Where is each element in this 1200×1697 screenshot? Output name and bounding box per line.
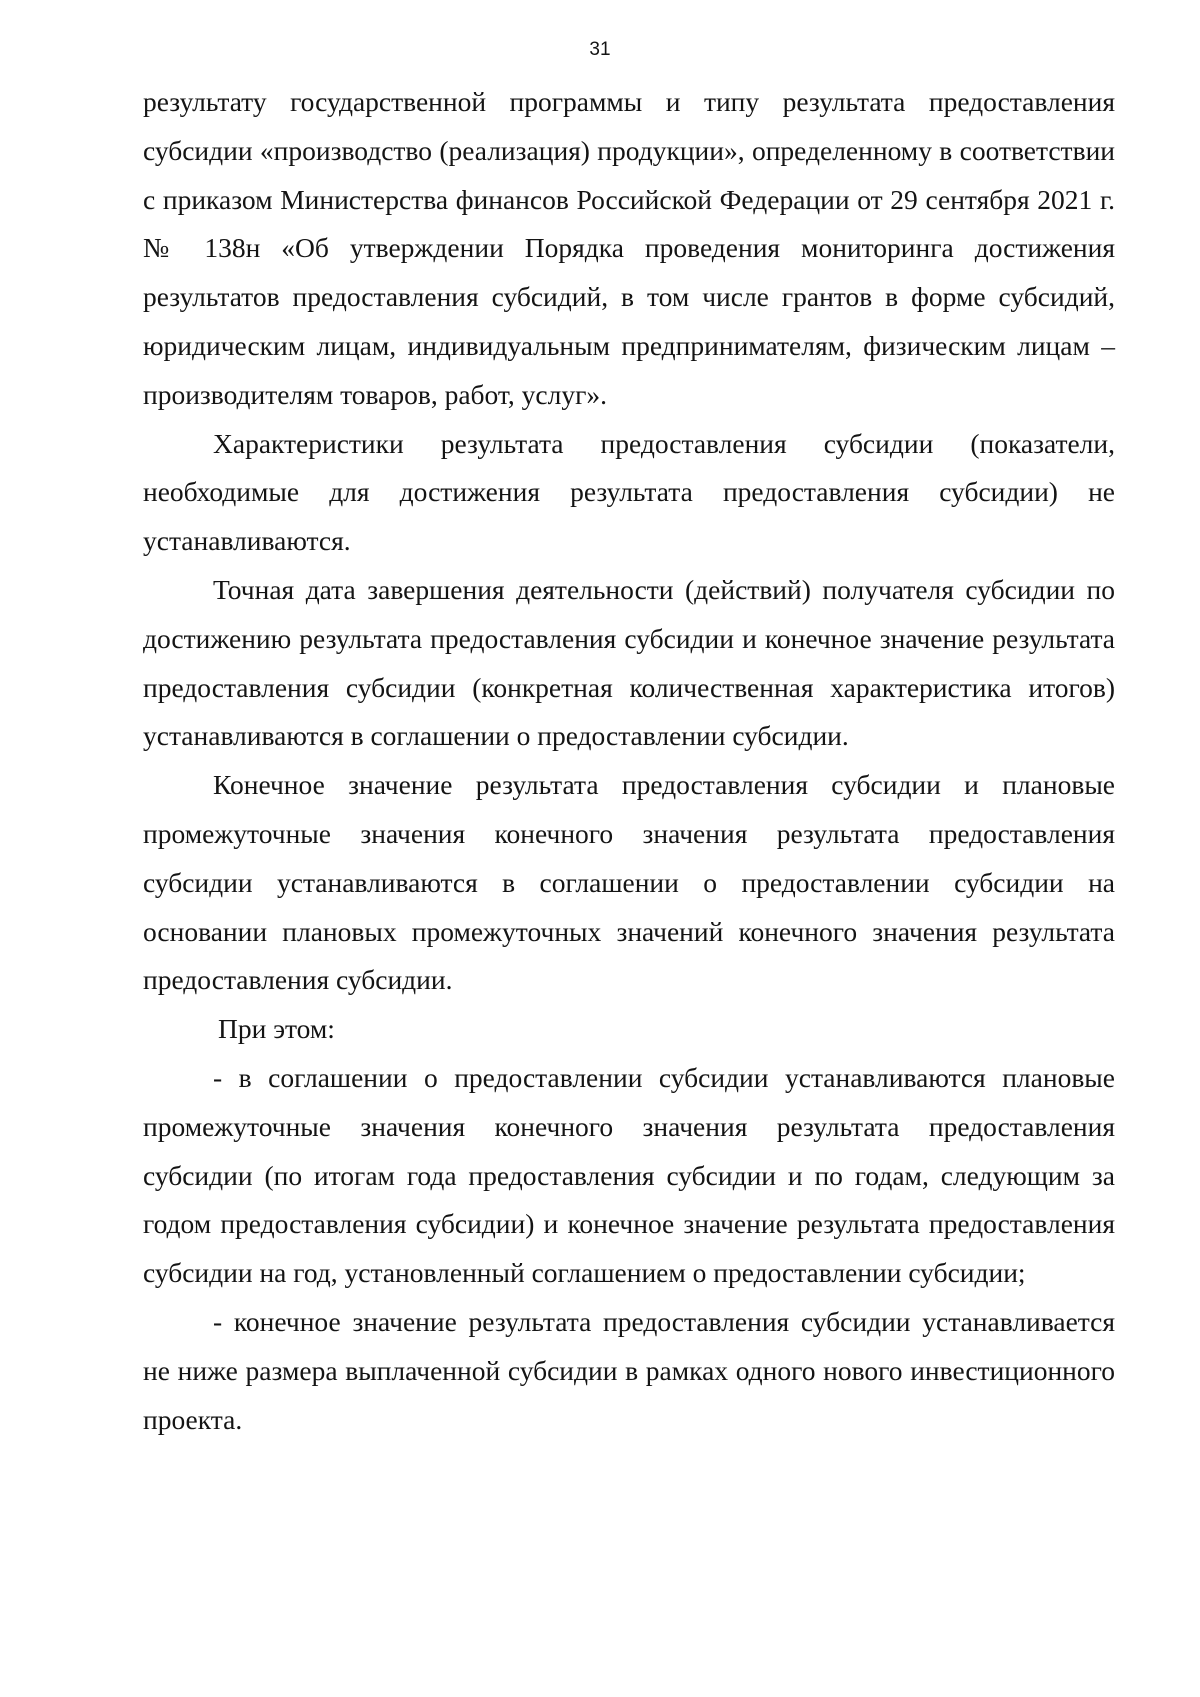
list-item-final-value-minimum: - конечное значение результата предоставления субсидии устанавливается не ниже размера выплаченной субсидии в рамках одного нового инвестиционного проекта. xyxy=(143,1305,1115,1435)
document-body xyxy=(143,78,1115,1444)
paragraph-intro: При этом: xyxy=(218,1013,335,1045)
paragraph-continuation: результату государственной программы и типу результата предоставления субсидии «производство (реализация) продукции», определенному в соответствии с приказом Министерства финансов Российской Федерации от 29 сентября 2021 г. № 138н «Об утверждении Порядка проведения мониторинга достижения результатов предоставления субсидий, в том числе грантов в форме субсидий, юридическим лицам, индивидуальным предпринимателям, физическим лицам – производителям товаров, работ, услуг». xyxy=(143,86,1115,410)
paragraph-completion-date: Точная дата завершения деятельности (действий) получателя субсидии по достижению результата предоставления субсидии и конечное значение результата предоставления субсидии (конкретная количественная характеристика итогов) устанавливаются в соглашении о предоставлении субсидии. xyxy=(143,573,1115,752)
paragraph-characteristics: Характеристики результата предоставления субсидии (показатели, необходимые для достижения результата предоставления субсидии) не устанавливаются. xyxy=(143,427,1115,557)
page-number: 31 xyxy=(589,39,611,60)
list-item-interim-values: - в соглашении о предоставлении субсидии устанавливаются плановые промежуточные значения конечного значения результата предоставления субсидии (по итогам года предоставления субсидии и по годам, следующим за годом предоставления субсидии) и конечное значение результата предоставления субсидии на год, установленный соглашением о предоставлении субсидии; xyxy=(143,1061,1115,1289)
paragraph-final-value: Конечное значение результата предоставления субсидии и плановые промежуточные значения конечного значения результата предоставления субсидии устанавливаются в соглашении о предоставлении субсидии на основании плановых промежуточных значений конечного значения результата предоставления субсидии. xyxy=(143,769,1115,996)
